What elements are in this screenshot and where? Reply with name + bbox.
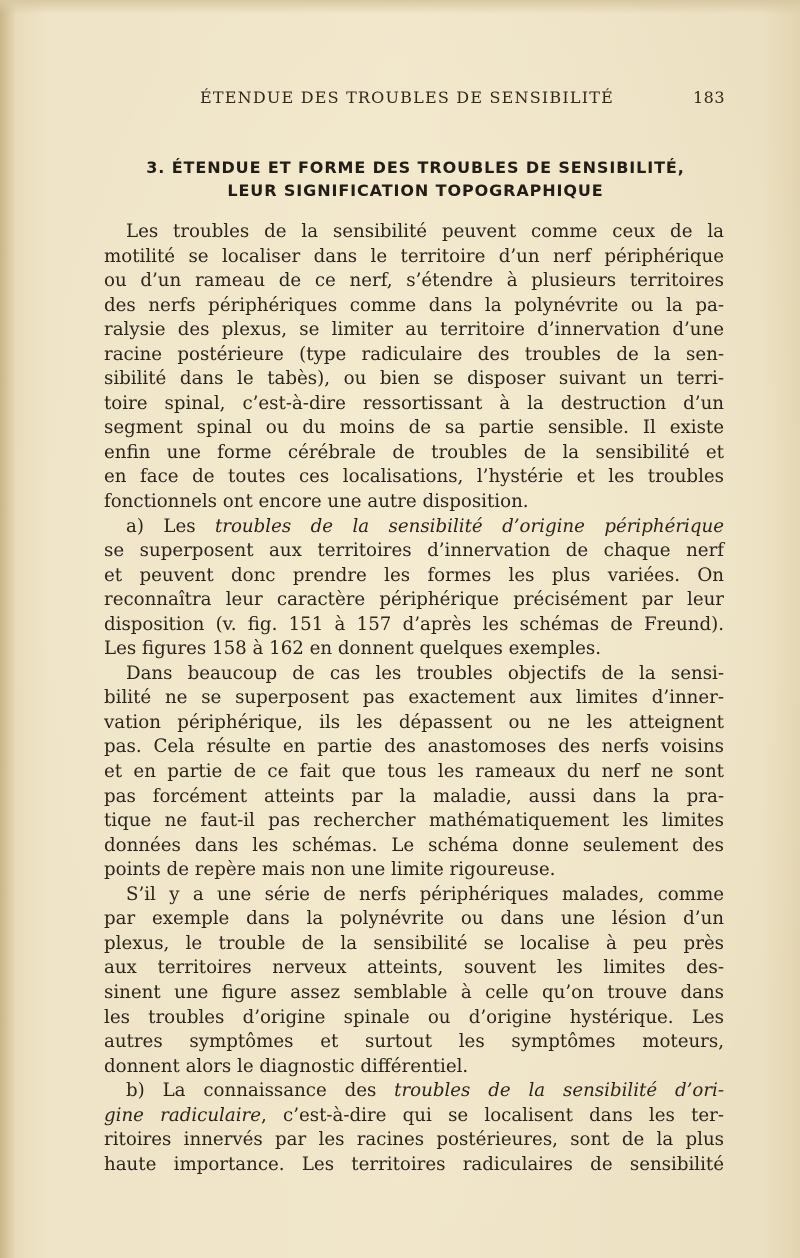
p1-line: motilité se localiser dans le territoire d’un nerf périphérique bbox=[104, 245, 724, 267]
p4-line: donnent alors le diagnostic différentiel. bbox=[104, 1055, 469, 1077]
running-header bbox=[200, 88, 725, 112]
p5-line: haute importance. Les territoires radiculaires de sensibilité bbox=[104, 1153, 724, 1175]
p2-line: et peuvent donc prendre les formes les plus variées. On bbox=[104, 564, 724, 586]
paragraph-5-line-2 bbox=[104, 1104, 724, 1129]
p4-line: les troubles d’origine spinale ou d’origine hystérique. Les bbox=[104, 1006, 724, 1028]
p1-line: sibilité dans le tabès), ou bien se disposer suivant un terri- bbox=[104, 368, 724, 390]
body-text bbox=[104, 220, 724, 1177]
p1-line: ou d’un rameau de ce nerf, s’étendre à plusieurs territoires bbox=[104, 270, 724, 292]
p4-line: aux territoires nerveux atteints, souvent les limites des- bbox=[104, 957, 724, 979]
p2-line: reconnaîtra leur caractère périphérique précisément par leur bbox=[104, 589, 724, 611]
p4-line: sinent une figure assez semblable à celle qu’on trouve dans bbox=[104, 981, 724, 1003]
p2-line: se superposent aux territoires d’innervation de chaque nerf bbox=[104, 540, 724, 562]
page-top-shadow bbox=[0, 0, 800, 14]
paragraph-2 bbox=[104, 515, 724, 662]
p1-line: en face de toutes ces localisations, l’hystérie et les troubles bbox=[104, 466, 724, 488]
paragraph-2-lead: a) Les bbox=[126, 515, 215, 537]
p4-line: S’il y a une série de nerfs périphériques malades, comme bbox=[126, 883, 724, 905]
paragraph-4 bbox=[104, 883, 724, 1079]
p1-line: Les troubles de la sensibilité peuvent comme ceux de la bbox=[126, 221, 724, 242]
p3-line: pas. Cela résulte en partie des anastomoses des nerfs voisins bbox=[104, 736, 724, 758]
p3-line: tique ne faut-il pas rechercher mathématiquement les limites bbox=[104, 810, 724, 832]
paragraph-3 bbox=[104, 662, 724, 883]
p1-line: fonctionnels ont encore une autre disposition. bbox=[104, 491, 529, 513]
p1-line: toire spinal, c’est-à-dire ressortissant à la destruction d’un bbox=[104, 392, 724, 414]
p1-line: ralysie des plexus, se limiter au territoire d’innervation d’une bbox=[104, 319, 724, 341]
p5-line: ritoires innervés par les racines postérieures, sont de la plus bbox=[104, 1129, 724, 1151]
running-title: ÉTENDUE DES TROUBLES DE SENSIBILITÉ bbox=[200, 88, 614, 107]
paragraph-5-lead: b) La connaissance des bbox=[126, 1080, 395, 1102]
p3-line: pas forcément atteints par la maladie, aussi dans la pra- bbox=[104, 785, 724, 807]
page-number: 183 bbox=[692, 88, 725, 107]
p2-line: Les figures 158 à 162 en donnent quelques exemples. bbox=[104, 638, 602, 660]
paragraph-5-line-2-rest: , c’est-à-dire qui se localisent dans les ter- bbox=[261, 1104, 724, 1126]
section-heading bbox=[108, 156, 723, 202]
paragraph-1 bbox=[104, 220, 724, 515]
p1-line: des nerfs périphériques comme dans la polynévrite ou la pa- bbox=[104, 294, 724, 316]
paragraph-2-italic-term: troubles de la sensibilité d’origine périphérique bbox=[214, 515, 724, 537]
p2-line: disposition (v. fig. 151 à 157 d’après les schémas de Freund). bbox=[104, 613, 724, 635]
section-heading-line-1: 3. ÉTENDUE ET FORME DES TROUBLES DE SENSIBILITÉ, bbox=[146, 158, 685, 177]
paragraph-5-line-1 bbox=[104, 1079, 724, 1104]
p3-line: Dans beaucoup de cas les troubles objectifs de la sensi- bbox=[126, 662, 724, 684]
p3-line: bilité ne se superposent pas exactement aux limites d’inner- bbox=[104, 687, 724, 709]
p4-line: par exemple dans la polynévrite ou dans une lésion d’un bbox=[104, 908, 724, 930]
p4-line: autres symptômes et surtout les symptômes moteurs, bbox=[104, 1031, 724, 1053]
p3-line: points de repère mais non une limite rigoureuse. bbox=[104, 859, 556, 881]
p3-line: et en partie de ce fait que tous les rameaux du nerf ne sont bbox=[104, 761, 724, 783]
p1-line: racine postérieure (type radiculaire des troubles de la sen- bbox=[104, 343, 724, 365]
p4-line: plexus, le trouble de la sensibilité se localise à peu près bbox=[104, 932, 724, 954]
p3-line: données dans les schémas. Le schéma donne seulement des bbox=[104, 834, 724, 856]
p1-line: segment spinal ou du moins de sa partie sensible. Il existe bbox=[104, 417, 724, 439]
paragraph-5 bbox=[104, 1079, 724, 1177]
paragraph-5-italic-term-end: gine radiculaire bbox=[104, 1104, 261, 1126]
paragraph-5-italic-term: troubles de la sensibilité d’ori- bbox=[394, 1080, 724, 1102]
paragraph-2-line-1 bbox=[104, 515, 724, 540]
p3-line: vation périphérique, ils les dépassent ou ne les atteignent bbox=[104, 711, 724, 733]
section-heading-line-2: LEUR SIGNIFICATION TOPOGRAPHIQUE bbox=[227, 181, 604, 200]
p1-line: enfin une forme cérébrale de troubles de la sensibilité et bbox=[104, 441, 724, 463]
page-binding-edge bbox=[0, 0, 16, 1258]
